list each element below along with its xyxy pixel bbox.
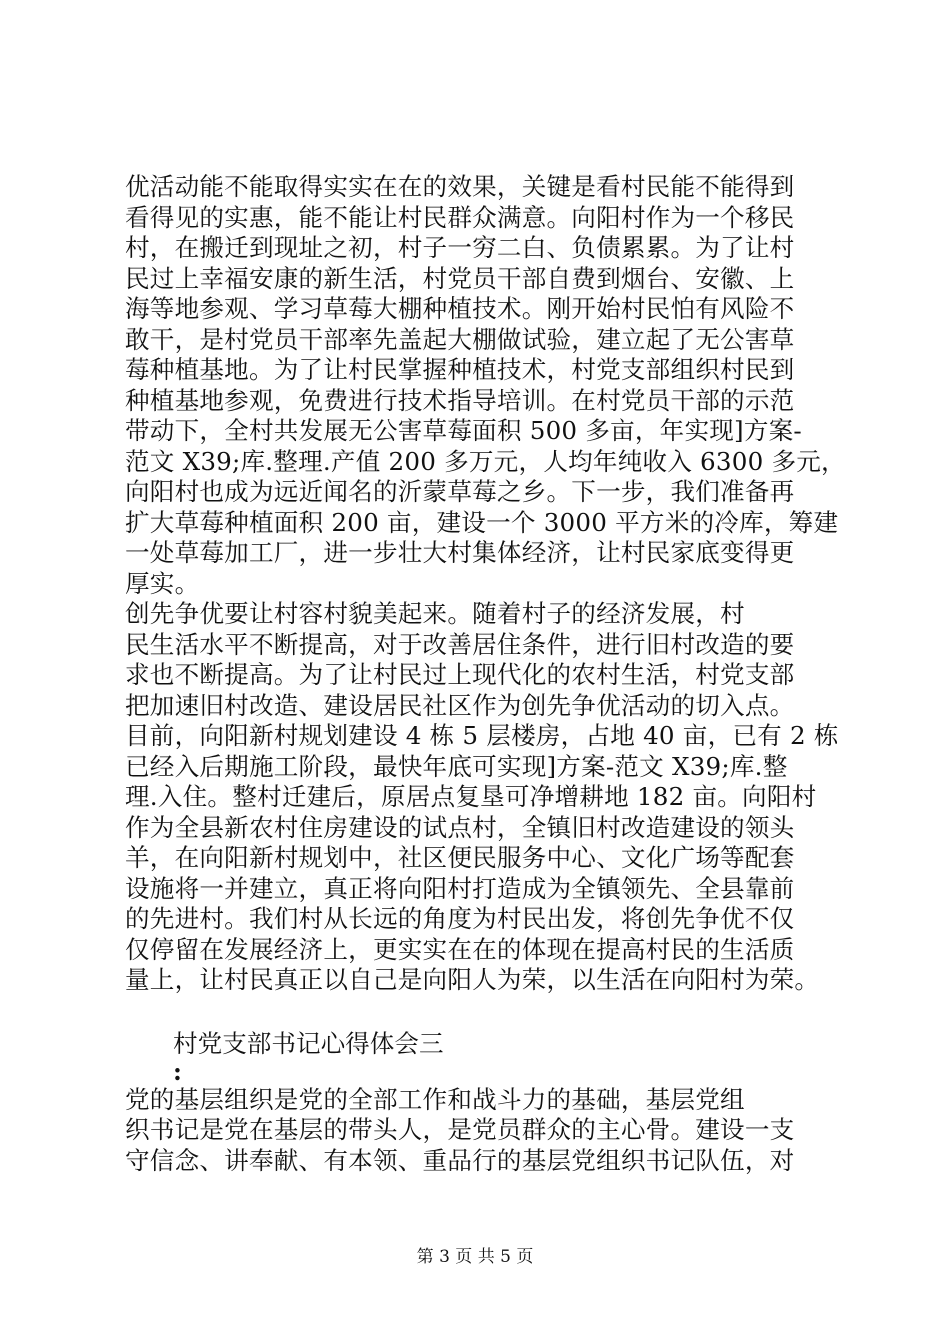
text-line: 仅停留在发展经济上，更实实在在的体现在提高村民的生活质 [125,934,795,964]
text-line: 设施将一并建立，真正将向阳村打造成为全镇领先、全县靠前 [125,873,795,903]
text-line: 优活动能不能取得实实在在的效果，关键是看村民能不能得到 [125,172,795,201]
text-line: 海等地参观、学习草莓大棚种植技术。刚开始村民怕有风险不 [125,294,795,323]
text-line: 量上，让村民真正以自己是向阳人为荣，以生活在向阳村为荣。 [125,965,820,994]
text-line: 莓种植基地。为了让村民掌握种植技术，村党支部组织村民到 [125,355,795,384]
text-line: 目前，向阳新村规划建设 4 栋 5 层楼房，占地 40 亩，已有 2 栋 [125,721,839,750]
text-line: 敢干，是村党员干部率先盖起大棚做试验，建立起了无公害草 [125,324,795,354]
text-line: 扩大草莓种植面积 200 亩，建设一个 3000 平方米的冷库，筹建 [125,507,839,537]
text-line: 村，在搬迁到现址之初，村子一穷二白、负债累累。为了让村 [125,233,795,262]
section-spacer [125,996,845,1029]
text-line: 作为全县新农村住房建设的试点村，全镇旧村改造建设的领头 [125,812,795,842]
section-colon: : [173,1056,182,1086]
text-line: 看得见的实惠，能不能让村民群众满意。向阳村作为一个移民 [125,202,795,232]
text-line: 厚实。 [125,568,200,598]
text-line: 民过上幸福安康的新生活，村党员干部自费到烟台、安徽、上 [125,263,795,293]
text-line: 民生活水平不断提高，对于改善居住条件，进行旧村改造的要 [125,629,795,659]
text-line: 织书记是党在基层的带头人，是党员群众的主心骨。建设一支 [125,1115,795,1144]
text-line: 带动下，全村共发展无公害草莓面积 500 多亩，年实现]方案- [125,416,802,445]
page-footer: 第 3 页 共 5 页 [416,1247,534,1267]
text-line: 已经入后期施工阶段，最快年底可实现]方案-范文 X39;库.整 [125,751,788,781]
text-line: 一处草莓加工厂，进一步壮大村集体经济，让村民家底变得更 [125,538,795,567]
text-line: 把加速旧村改造、建设居民社区作为创先争优活动的切入点。 [125,690,795,720]
paragraph-2 [125,599,845,996]
text-line: 的先进村。我们村从长远的角度为村民出发，将创先争优不仅 [125,904,795,933]
document-body [125,172,845,1176]
text-line: 范文 X39;库.整理.产值 200 多万元，人均年纯收入 6300 多元， [125,446,846,476]
text-line: 党的基层组织是党的全部工作和战斗力的基础，基层党组 [125,1084,745,1114]
text-line: 理.入住。整村迁建后，原居点复垦可净增耕地 182 亩。向阳村 [125,782,817,811]
text-line: 创先争优要让村容村貌美起来。随着村子的经济发展，村 [125,599,745,628]
text-line: 种植基地参观，免费进行技术指导培训。在村党员干部的示范 [125,385,795,415]
paragraph-1 [125,172,845,599]
text-line: 向阳村也成为远近闻名的沂蒙草莓之乡。下一步，我们准备再 [125,477,795,506]
paragraph-3 [125,1085,845,1177]
section-heading: 村党支部书记心得体会三 [173,1028,444,1058]
text-line: 求也不断提高。为了让村民过上现代化的农村生活，村党支部 [125,660,795,689]
text-line: 守信念、讲奉献、有本领、重品行的基层党组织书记队伍，对 [125,1145,795,1175]
text-line: 羊，在向阳新村规划中，社区便民服务中心、文化广场等配套 [125,843,795,872]
